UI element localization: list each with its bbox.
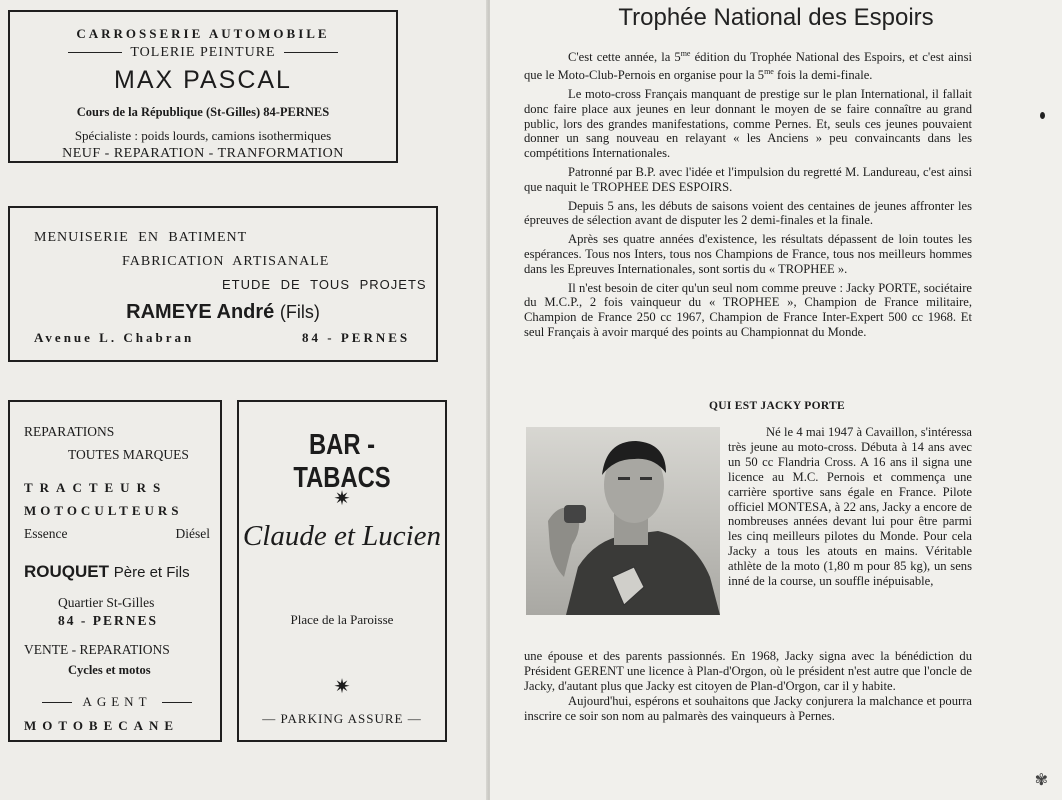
ad-business-name: BAR - TABACS — [293, 429, 391, 494]
paragraph: C'est cette année, la $5^{me}$ édition du Trophée National des Espoirs, et c'est ainsi que le Moto-Club-Pernois en organise pour la $5^{me}$ fois la demi-finale. — [524, 49, 972, 83]
star-icon: ✷ — [333, 676, 351, 698]
ad-fuel-diesel: Diésel — [175, 526, 210, 541]
ad-bar-tabacs — [237, 400, 447, 742]
ad-sales: VENTE - REPARATIONS — [24, 642, 170, 657]
ad-street: Avenue L. Chabran — [34, 330, 195, 345]
margin-mark — [1040, 112, 1045, 119]
ad-tractors: TRACTEURS — [24, 480, 168, 495]
ad-business-name: ROUQUET Père et Fils — [24, 562, 190, 581]
ad-max-pascal — [8, 10, 398, 163]
ad-rameye — [8, 206, 438, 362]
paragraph: Après ses quatre années d'existence, les résultats dépassent de loin toutes les espérances. Tous nos Inters, tous nos Champions de France, tous nos meilleurs hommes dans les Epreuves Internationales, sont sortis du « TROPHEE ». — [524, 232, 972, 276]
ad-parking: — PARKING ASSURE — — [262, 711, 422, 726]
bio-intro: Né le 4 mai 1947 à Cavaillon, s'intéressa très jeune au moto-cross. Débuta à 14 ans avec un 50 cc Flandria Cross. A 16 ans il signa une licence au M.C. Pernois et commença une carrière sportive sans égale en France. Pilote officiel MONTESA, à 22 ans, Jacky a encore de nombreuses années devant lui pour être parmi les cinq meilleurs pilotes du Monde. Pour cela Jacky a tous les atouts en mains. Véritable athlète de la moto (1,80 m pour 85 kg), un sens inné de la course, un souffle inépuisable, — [728, 425, 972, 589]
ad-heading: CARROSSERIE AUTOMOBILE — [76, 26, 330, 41]
ad-fuel-essence: Essence — [24, 526, 68, 541]
rider-portrait-image — [526, 427, 720, 615]
ad-city: 84 - PERNES — [58, 613, 159, 628]
ad-owners: Claude et Lucien — [242, 520, 442, 552]
bio-continued — [524, 649, 972, 724]
ad-services: NEUF - REPARATION - TRANFORMATION — [62, 146, 344, 161]
ad-cultivators: MOTOCULTEURS — [24, 503, 183, 518]
article-body — [524, 47, 972, 344]
paragraph: une épouse et des parents passionnés. En 1968, Jacky signa avec la bénédiction du Président GERENT une licence à Plan-d'Orgon, où le président n'est autre que l'oncle de Jacky, d'autant plus que Jacky est citoyen de Plan-d'Orgon, car il y habite. — [524, 649, 972, 693]
ad-city: 84 - PERNES — [302, 330, 411, 345]
article-title: Trophée National des Espoirs — [618, 4, 934, 31]
ad-tagline: ETUDE DE TOUS PROJETS — [222, 277, 427, 292]
portrait-photo — [526, 427, 720, 615]
ad-business-name: MAX PASCAL — [114, 66, 292, 94]
ad-heading: MENUISERIE EN BATIMENT — [34, 230, 248, 245]
printer-mark-icon: ✾ — [1034, 772, 1048, 789]
section-heading: QUI EST JACKY PORTE — [709, 400, 845, 412]
paragraph: Aujourd'hui, espérons et souhaitons que Jacky conjurera la malchance et pourra inscrire ce soir son nom au palmarès des vainqueurs à Pernes. — [524, 693, 972, 723]
ad-place: Place de la Paroisse — [290, 612, 394, 627]
ad-repairs: REPARATIONS — [24, 424, 115, 439]
paragraph: Patronné par B.P. avec l'idée et l'impulsion du regretté M. Landureau, c'est ainsi que naquit le TROPHEE DES ESPOIRS. — [524, 164, 972, 194]
ad-subheading: FABRICATION ARTISANALE — [122, 254, 330, 269]
ad-address: Cours de la République (St-Gilles) 84-PERNES — [76, 105, 330, 119]
paragraph: Le moto-cross Français manquant de prestige sur le plan International, il fallait donc faire place aux jeunes en leur donnant le moyen de se faire connaître au grand public, lors des grandes manifestations, comme Pernes. Et, seuls ces jeunes pouvaient donner un sang nouveau en relayant « les Anciens » peu convaincants dans les compétitions Internationales. — [524, 86, 972, 161]
ad-district: Quartier St-Gilles — [58, 595, 155, 610]
ad-business-name: RAMEYE André (Fils) — [126, 301, 320, 323]
ad-brands: TOUTES MARQUES — [68, 447, 189, 462]
ad-cycles: Cycles et motos — [68, 663, 151, 677]
ad-subheading: TOLERIE PEINTURE — [10, 45, 396, 61]
star-icon: ✷ — [333, 488, 351, 510]
ad-agent: AGENT — [24, 694, 210, 710]
paragraph: Depuis 5 ans, les débuts de saisons voient des centaines de jeunes affronter les épreuves de sélection avant de disputer les 2 demi-finales et la finale. — [524, 198, 972, 228]
ad-rouquet — [8, 400, 222, 742]
ad-brand: MOTOBECANE — [24, 718, 180, 733]
ad-specialty: Spécialiste : poids lourds, camions isothermiques — [74, 128, 332, 143]
paragraph: Il n'est besoin de citer qu'un seul nom comme preuve : Jacky PORTE, sociétaire du M.C.P., 2 fois vainqueur du « TROPHEE », Champion de France militaire, Champion de France 250 cc 1967, Champion de France Inter-Expert 500 cc 1968. Et seul Français à avoir marqué des points au Championnat du Monde. — [524, 280, 972, 339]
